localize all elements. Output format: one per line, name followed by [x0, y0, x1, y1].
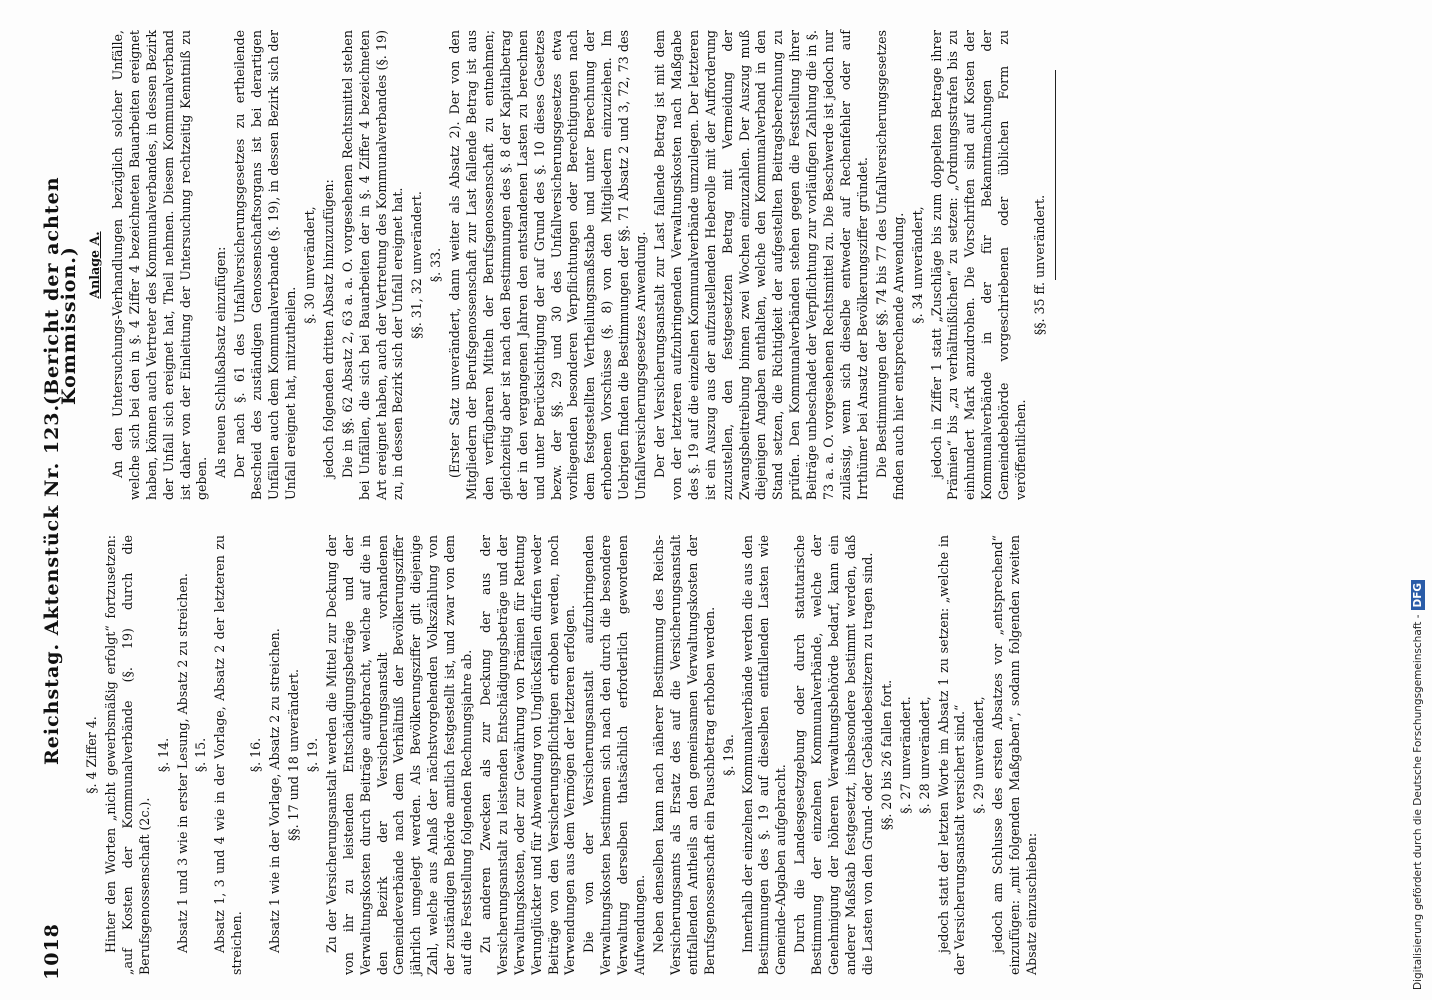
left-section-heading: §§. 20 bis 26 fallen fort. [878, 679, 894, 831]
right-paragraph: jedoch in Ziffer 1 statt „Zuschläge bis zum doppelten Betrage ihrer Prämien“ bis „zu verhältnißlichen“ zu setzen: „Ordnungsstrafen bis zu einhundert Mark anzudrohen. Die Vorschriften sind auf Kosten der Kommunalverbände in der für Bekanntmachungen der Gemeindebehörde vorgeschriebenen oder üblichen Form zu veröffentlichen. [928, 30, 1029, 500]
left-section-heading: §. 15. [193, 737, 209, 773]
left-paragraph: Neben denselben kann nach näherer Bestimmung des Reichs-Versicherungsamts als Ersatz des auf die Versicherungsanstalt entfallenden Antheils an den gemeinsamen Verwaltungskosten der Berufsgenossenschaft ein Pauschbetrag erhoben werden. [651, 535, 717, 975]
page-title: Reichstag. Aktenstück Nr. 123. [41, 403, 63, 765]
right-column [87, 30, 1064, 500]
left-paragraph: Absatz 1 wie in der Vorlage, Absatz 2 zu streichen. [267, 628, 283, 953]
left-paragraph: Hinter den Worten „nicht gewerbsmäßig erfolgt“ fortzusetzen: „auf Kosten der Kommunalverbände (§. 19) durch die Berufsgenossenschaft (2c.). [102, 535, 152, 975]
left-paragraph: Zu der Versicherungsanstalt werden die Mittel zur Deckung der von ihr zu leistenden Entschädigungsbeträge und der Verwaltungskosten durch Beiträge aufgebracht, welche auf die in den Bezirk der Versicherungsanstalt vorhandenen Gemeindeverbände nach dem Verhältniß der Bevölkerungsziffer jährlich umgelegt werden. Als Bevölkerungsziffer gilt diejenige Zahl, welche aus Anlaß der nächstvorgehenden Volkszählung von der zuständigen Behörde amtlich festgestellt ist, und zwar von dem auf die Feststellung folgenden Rechnungsjahre ab. [323, 535, 475, 975]
right-paragraph: jedoch folgenden dritten Absatz hinzuzufügen: [320, 179, 336, 478]
left-paragraph: Durch die Landesgesetzgebung oder durch statutarische Bestimmung der einzelnen Kommunalverbände, welche der Genehmigung der höheren Verwaltungsbehörde bedarf, kann ein anderer Maßstab festgesetzt, insbesondere bestimmt werden, daß die Lasten von den Grund- oder Gebäudebesitzern zu tragen sind. [792, 535, 875, 975]
left-section-heading: §. 29 unverändert, [971, 696, 987, 814]
left-paragraph: Die von der Versicherungsanstalt aufzubringenden Verwaltungskosten bestimmen sich nach den durch die besondere Verwaltung derselben thatsächlich erforderlich gewordenen Aufwendungen. [581, 535, 648, 975]
right-section-heading: §. 34 unverändert, [909, 206, 925, 324]
right-paragraph: Der der Versicherungsanstalt zur Last fallende Betrag ist mit dem von der letzteren aufzubringenden Verwaltungskosten nach Maßgabe des §. 19 auf die einzelnen Kommunalverbände umzulegen. Der letzteren ist ein Auszug aus der aufzustellenden Heberolle mit der Aufforderung zuzustellen, den festgesetzten Betrag mit Vermeidung der Zwangsbeitreibung binnen zwei Wochen einzuzahlen. Der Auszug muß diejenigen Angaben enthalten, welche den Kommunalverband in den Stand setzen, die Richtigkeit der aufgestellten Beitragsberechnung zu prüfen. Den Kommunalverbänden stehen gegen die Feststellung ihrer Beiträge unbeschadet der Verpflichtung zur vorläufigen Zahlung die in §. 73 a. a. O. vorgesehenen Rechtsmittel zu. Die Beschwerde ist jedoch nur zulässig, wenn sich dieselbe entweder auf Rechenfehler oder auf Irrthümer bei Ansatz der Bevölkerungsziffer gründet. [652, 30, 870, 500]
left-paragraph: Absatz 1 und 3 wie in erster Lesung, Absatz 2 zu streichen. [174, 573, 190, 953]
left-column [82, 535, 1043, 975]
right-section-heading: §. 30 unverändert, [301, 206, 317, 324]
right-paragraph: Die in §§. 62 Absatz 2, 63 a. a. O. vorgesehenen Rechtsmittel stehen bei Unfällen, die sich bei Bauarbeiten der in §. 4 Ziffer 4 bezeichneten Art ereignet haben, auch der Vertretung des Kommunalverbandes (§. 19) zu, in dessen Bezirk sich der Unfall ereignet hat. [339, 30, 406, 500]
right-paragraph: Als neuen Schlußabsatz einzufügen: [213, 246, 229, 478]
right-section-heading: §. 33. [428, 247, 444, 283]
left-paragraph: Zu anderen Zwecken als zur Deckung der aus der Versicherungsanstalt zu leistenden Entschädigungsbeträge und der Verwaltungskosten, oder zur Gewährung von Prämien für Rettung Verunglückter und für Abwendung von Unglücksfällen dürfen weder Beiträge von den Versicherungspflichtigen erhoben werden, noch Verwendungen aus dem Vermögen der letzteren erfolgen. [477, 535, 578, 975]
left-section-heading: §§. 17 und 18 unverändert. [285, 669, 301, 841]
left-section-heading: §. 19a. [720, 734, 736, 776]
right-section-heading: §§. 35 ff. unverändert. [1031, 194, 1047, 336]
right-paragraph: Die Bestimmungen der §§. 74 bis 77 des Unfallversicherungsgesetzes finden auch hier entsprechende Anwendung. [873, 30, 906, 500]
left-paragraph: jedoch am Schlusse des ersten Absatzes vor „entsprechend“ einzufügen: „mit folgenden Maßgaben“, sodann folgenden zweiten Absatz einzuschieben: [990, 535, 1040, 975]
right-paragraph: (Erster Satz unverändert, dann weiter als Absatz 2). Der von den Mitgliedern der Berufsgenossenschaft zur Last fallende Betrag ist aus den verfügbaren Mitteln der Berufsgenossenschaft zu entnehmen; gleichzeitig aber ist nach den Bestimmungen des §. 8 der Kapitalbetrag der in den vergangenen Jahren den entstandenen Lasten zu berechnen und unter Berücksichtigung der auf Grund des §. 10 dieses Gesetzes bezw. der §§. 29 und 30 des Unfallversicherungsgesetzes etwa vorliegenden besonderen Verpflichtungen oder Berechtigungen nach dem festgestellten Vertheilungsmaßstabe und unter Berechnung der erhobenen Vorschüsse (§. 8) von den Mitgliedern einzuziehen. Im Uebrigen finden die Bestimmungen der §§. 71 Absatz 2 und 3, 72, 73 des Unfallversicherungsgesetzes Anwendung. [447, 30, 649, 500]
left-section-heading: §. 28 unverändert, [916, 696, 932, 814]
left-section-heading: §. 27 unverändert. [897, 696, 913, 814]
dfg-logo: DFG [1411, 580, 1425, 611]
left-section-heading: §. 4 Ziffer 4. [84, 716, 99, 794]
left-paragraph: jedoch statt der letzten Worte im Absatz 1 zu setzen: „welche in der Versicherungsanstalt versichert sind.“ [935, 535, 968, 975]
left-paragraph: Innerhalb der einzelnen Kommunalverbände werden die aus den Bestimmungen des §. 19 auf dieselben entfallenden Lasten wie Gemeinde-Abgaben aufgebracht. [739, 535, 789, 975]
end-rule [1055, 70, 1056, 280]
page-number: 1018 [41, 923, 63, 980]
left-section-heading: §. 16. [248, 737, 264, 773]
annex-heading: Anlage A. [87, 231, 102, 299]
right-paragraph: Der nach §. 61 des Unfallversicherungsgesetzes zu ertheilende Bescheid des zuständigen Genossenschaftsorgans ist bei derartigen Unfällen auch dem Kommunalverbande (§. 19), in dessen Bezirk sich der Unfall ereignet hat, mitzutheilen. [232, 30, 298, 500]
right-section-heading: §§. 31, 32 unverändert. [409, 191, 425, 339]
right-paragraph: An den Untersuchungs-Verhandlungen bezüglich solcher Unfälle, welche sich bei den in §. 4 Ziffer 4 bezeichneten Bauarbeiten ereignet haben, können auch Vertreter des Kommunalverbandes, in dessen Bezirk der Unfall sich ereignet hat, Theil nehmen. Diesem Kommunalverband ist daher von der Einleitung der Untersuchung rechtzeitig Kenntniß zu geben. [109, 30, 210, 500]
left-section-heading: §. 14. [155, 737, 171, 773]
left-paragraph: Absatz 1, 3 und 4 wie in der Vorlage, Absatz 2 der letzteren zu streichen. [212, 535, 245, 975]
page-header [10, 10, 80, 990]
rotated-page-content [10, 10, 1410, 990]
running-head: (Bericht der achten Kommission.) [41, 176, 80, 405]
dfg-footer [1404, 0, 1432, 1000]
dfg-note: Digitalisierung gefördert durch die Deutsche Forschungsgemeinschaft - [1412, 614, 1424, 990]
left-section-heading: §. 19. [304, 737, 320, 773]
